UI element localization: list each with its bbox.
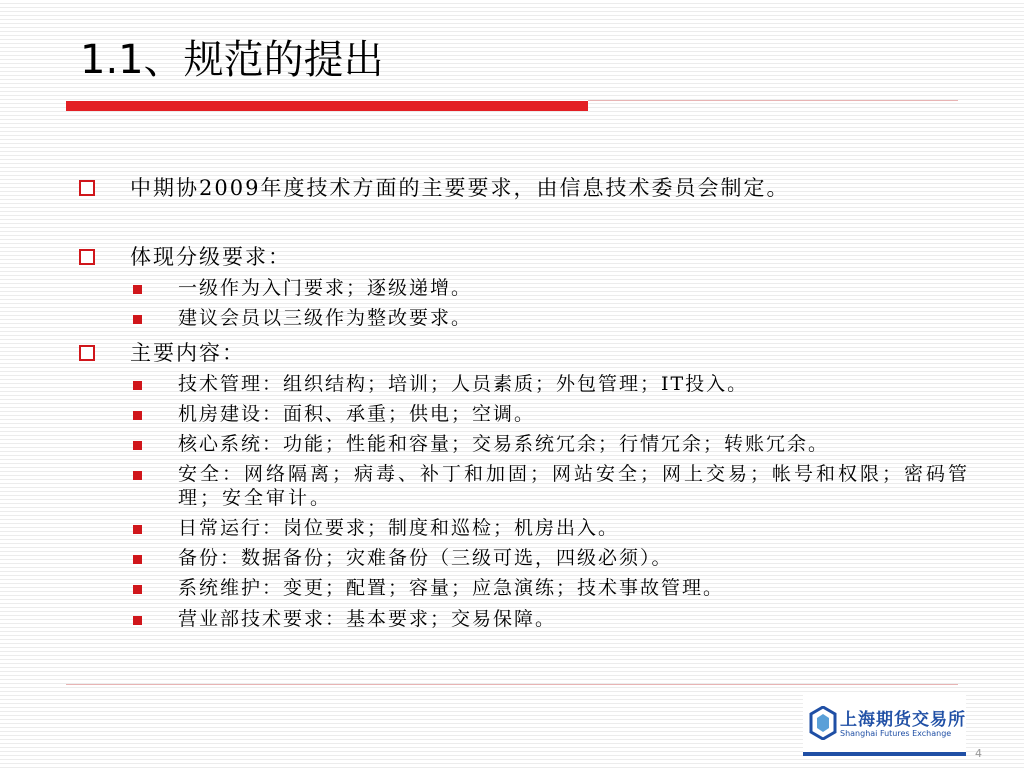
footer-divider xyxy=(66,684,958,685)
sub-bullet-item: 营业部技术要求：基本要求；交易保障。 xyxy=(178,608,557,630)
filled-square-bullet-icon xyxy=(133,441,142,450)
page-number: 4 xyxy=(975,747,982,760)
logo-name-cn: 上海期货交易所 xyxy=(840,710,966,730)
sub-bullet-item: 安全：网络隔离；病毒、补丁和加固；网站安全；网上交易；帐号和权限；密码管理；安全审计。 xyxy=(178,463,971,509)
sub-bullet-item: 核心系统：功能；性能和容量；交易系统冗余；行情冗余；转账冗余。 xyxy=(178,433,830,455)
sub-bullet-item: 建议会员以三级作为整改要求。 xyxy=(178,307,473,329)
filled-square-bullet-icon xyxy=(133,525,142,534)
filled-square-bullet-icon xyxy=(133,285,142,294)
hollow-square-bullet-icon xyxy=(79,345,95,361)
filled-square-bullet-icon xyxy=(133,411,142,420)
filled-square-bullet-icon xyxy=(133,315,142,324)
logo-name-en: Shanghai Futures Exchange xyxy=(840,729,952,738)
bullet-item: 主要内容： xyxy=(130,341,245,365)
hollow-square-bullet-icon xyxy=(79,249,95,265)
sub-bullet-item: 系统维护：变更；配置；容量；应急演练；技术事故管理。 xyxy=(178,577,725,599)
slide-title: 1.1、规范的提出 xyxy=(80,37,384,83)
filled-square-bullet-icon xyxy=(133,555,142,564)
sub-bullet-item: 技术管理：组织结构；培训；人员素质；外包管理；IT投入。 xyxy=(178,373,749,395)
filled-square-bullet-icon xyxy=(133,585,142,594)
filled-square-bullet-icon xyxy=(133,471,142,480)
filled-square-bullet-icon xyxy=(133,616,142,625)
sub-bullet-item: 备份：数据备份；灾难备份（三级可选，四级必须）。 xyxy=(178,547,673,569)
exchange-logo xyxy=(803,694,966,756)
bullet-item: 体现分级要求： xyxy=(130,245,291,269)
sub-bullet-item: 日常运行：岗位要求；制度和巡检；机房出入。 xyxy=(178,517,620,539)
filled-square-bullet-icon xyxy=(133,381,142,390)
sub-bullet-item: 一级作为入门要求；逐级递增。 xyxy=(178,277,473,299)
shfe-logo-icon xyxy=(809,706,837,740)
sub-bullet-item: 机房建设：面积、承重；供电；空调。 xyxy=(178,403,536,425)
hollow-square-bullet-icon xyxy=(79,180,95,196)
bullet-item: 中期协2009年度技术方面的主要要求，由信息技术委员会制定。 xyxy=(130,176,790,200)
